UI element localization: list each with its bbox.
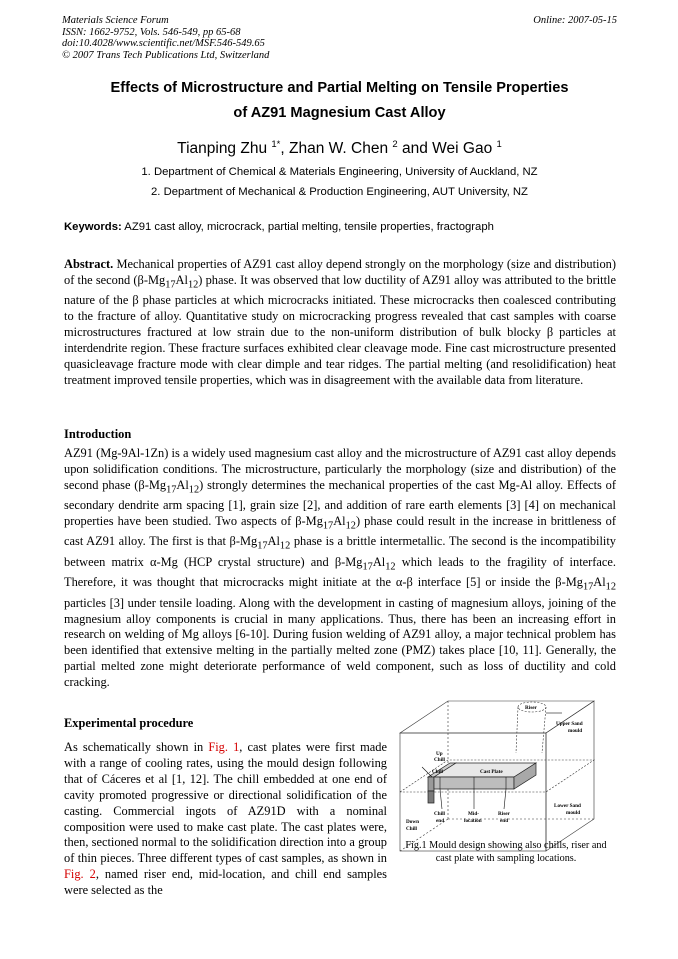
abstract [64, 257, 616, 389]
affiliation: 2. Department of Mechanical & Production Engineering, AUT University, NZ [151, 186, 528, 198]
experimental-heading: Experimental procedure [64, 716, 194, 730]
subscript: 17 [362, 561, 373, 573]
chill-end-label-1: Chill [434, 811, 445, 817]
chill-end-label-2: end [436, 818, 445, 824]
author-list [62, 139, 617, 158]
riser-label: Riser [525, 705, 537, 711]
down-chill-block [428, 791, 434, 803]
chill-label: Chill [432, 769, 443, 775]
body-text: AZ91 (Mg-9Al-1Zn) is a widely used magnesium cast alloy and the microstructure of AZ91 cast alloy depends upon solidification conditions. The microstructure, particularly the morphology (size and distribution) of the second phase (β-Mg [64, 446, 616, 492]
body-text: ) strongly determines the mechanical properties of the cast Mg-Al alloy. Effects of secondary dendrite arm spacing [1], grain size [2], and addition of rare earth elements [3] [4] on mechanical properties have been studied. Two aspects of β-Mg [64, 477, 616, 529]
author-name: Tianping Zhu [177, 140, 268, 157]
experimental-body [64, 740, 387, 899]
up-chill-label-1: Up [436, 751, 443, 757]
mid-location-label-2: location [464, 818, 482, 824]
author-separator: and [397, 140, 433, 157]
paper-title-line2: of AZ91 Magnesium Cast Alloy [233, 105, 446, 121]
keywords-text: AZ91 cast alloy, microcrack, partial melting, tensile properties, fractograph [121, 221, 494, 233]
upper-mould-label-2: mould [568, 728, 583, 734]
abstract-text: Al [175, 272, 188, 287]
author-mark: 1* [271, 139, 281, 150]
online-date: Online: 2007-05-15 [533, 15, 617, 26]
body-text: Al [593, 575, 606, 590]
introduction-heading: Introduction [64, 427, 132, 441]
journal-name: Materials Science Forum [62, 15, 169, 26]
figure-caption: Fig.1 Mould design showing also chills, riser and cast plate with sampling locations. [405, 840, 607, 864]
subscript: 17 [257, 540, 268, 552]
subscript: 12 [605, 581, 616, 593]
chill-block-front [428, 777, 434, 791]
paper-title-line1: Effects of Microstructure and Partial Melting on Tensile Properties [110, 80, 569, 96]
author-name: Wei Gao [432, 140, 493, 157]
mould-top-face [400, 701, 594, 733]
subscript: 17 [322, 520, 334, 532]
upper-mould-label-1: Upper Sand [556, 721, 583, 727]
mid-location-label-1: Mid- [468, 811, 479, 817]
author-name: Zhan W. Chen [289, 140, 389, 157]
riser-end-label-2: end [500, 818, 509, 824]
body-text: Al [176, 477, 189, 492]
keywords [64, 221, 617, 233]
down-chill-label-2: Chill [406, 826, 417, 832]
subscript: 17 [165, 279, 176, 291]
abstract-text: ) phase. It was observed that low ductility of AZ91 alloy was attributed to the brittle nature of the β phase particles at which microcracks initiated. These microcracks then coalesced contributing to the fracture of alloy. Quantitative study on microcracking progress revealed that cast samples with coarse microstructures fractured at low strain due to the non-uniform distribution of bulk blocky β particles at interdendrite region. These fracture surfaces exhibited clear cleavage mode. Fine cast microstructure presented quasicleavage fracture mode with clear dimple and tear ridges. The partial melting (and resolidification) heat treatment improved tensile properties, which was in disagreement with the available data from literature. [64, 272, 616, 387]
body-text: , cast plates were first made with a range of cooling rates, using the mould design following that of Cáceres et al [1, 12]. The chill embedded at one end of cavity promoted progressive or directional solidification of the casting. Commercial ingots of AZ91D with a nominal composition were used to make cast plate. The cast plates were, then, sectioned normal to the solidification direction into a group of thin pieces. Three different types of cast samples, as shown in [64, 740, 387, 866]
body-text: Al [372, 554, 386, 569]
doi-line[interactable]: doi:10.4028/www.scientific.net/MSF.546-549.65 [62, 38, 265, 50]
introduction-body [64, 446, 616, 691]
body-text: Al [267, 534, 280, 549]
author-mark: 2 [392, 139, 398, 150]
lower-mould-label-2: mould [566, 810, 581, 816]
body-text: As schematically shown in [64, 740, 209, 754]
author-mark: 1 [496, 139, 502, 150]
body-text: , named riser end, mid-location, and chill end samples were selected as the [64, 867, 387, 898]
body-text: ) phase could result in the increase in brittleness of cast AZ91 alloy. The first is that β-Mg [64, 514, 616, 549]
subscript: 17 [166, 484, 177, 496]
body-text: particles [3] under tensile loading. Along with the development in casting of magnesium alloys, joining of the magnesium alloy components is crucial in many applications. Thus, there has been an increasing effort in research on welding of Mg alloys [6-10]. During fusion welding of AZ91 alloy, a major technical problem has been identified that extensive melting in the partially melted zone (PMZ) takes place [10, 11]. Generally, the partial melted zone might deteriorate performance of weld component, such as loss of ductility and cold cracking. [64, 595, 616, 690]
copyright-line: © 2007 Trans Tech Publications Ltd, Switzerland [62, 49, 270, 61]
subscript: 17 [582, 581, 594, 593]
mould-design-figure [396, 697, 618, 857]
riser-end-label-1: Riser [498, 811, 510, 817]
abstract-text: Mechanical properties of AZ91 cast alloy depend strongly on the morphology (size and distribution) of the second (β-Mg [64, 257, 616, 287]
up-chill-label-2: Chill [434, 757, 445, 763]
author-separator: , [280, 140, 289, 157]
body-text: phase is a brittle intermetallic. The second is the incompatibility between matrix α-Mg (HCP crystal structure) and β-Mg [64, 534, 616, 569]
issn-line: ISSN: 1662-9752, Vols. 546-549, pp 65-68 [62, 26, 241, 38]
fig2-link[interactable]: Fig. 2 [64, 867, 96, 882]
lower-mould-label-1: Lower Sand [554, 803, 581, 809]
fig1-link[interactable]: Fig. 1 [208, 740, 240, 754]
affiliation: 1. Department of Chemical & Materials Engineering, University of Auckland, NZ [141, 166, 538, 178]
keywords-label: Keywords: [64, 221, 122, 233]
subscript: 12 [279, 540, 291, 552]
journal-header [62, 15, 617, 61]
subscript: 12 [385, 561, 396, 573]
abstract-label: Abstract. [64, 257, 114, 271]
down-chill-label-1: Down [406, 819, 419, 825]
cast-plate-label: Cast Plate [480, 769, 503, 775]
subscript: 12 [188, 484, 200, 496]
subscript: 12 [345, 520, 356, 532]
body-text: which leads to the fragility of interface. Therefore, it was thought that microcracks might initiate at the α-β interface [5] or inside the β-Mg [64, 554, 616, 590]
subscript: 12 [187, 279, 199, 291]
body-text: Al [333, 514, 346, 529]
